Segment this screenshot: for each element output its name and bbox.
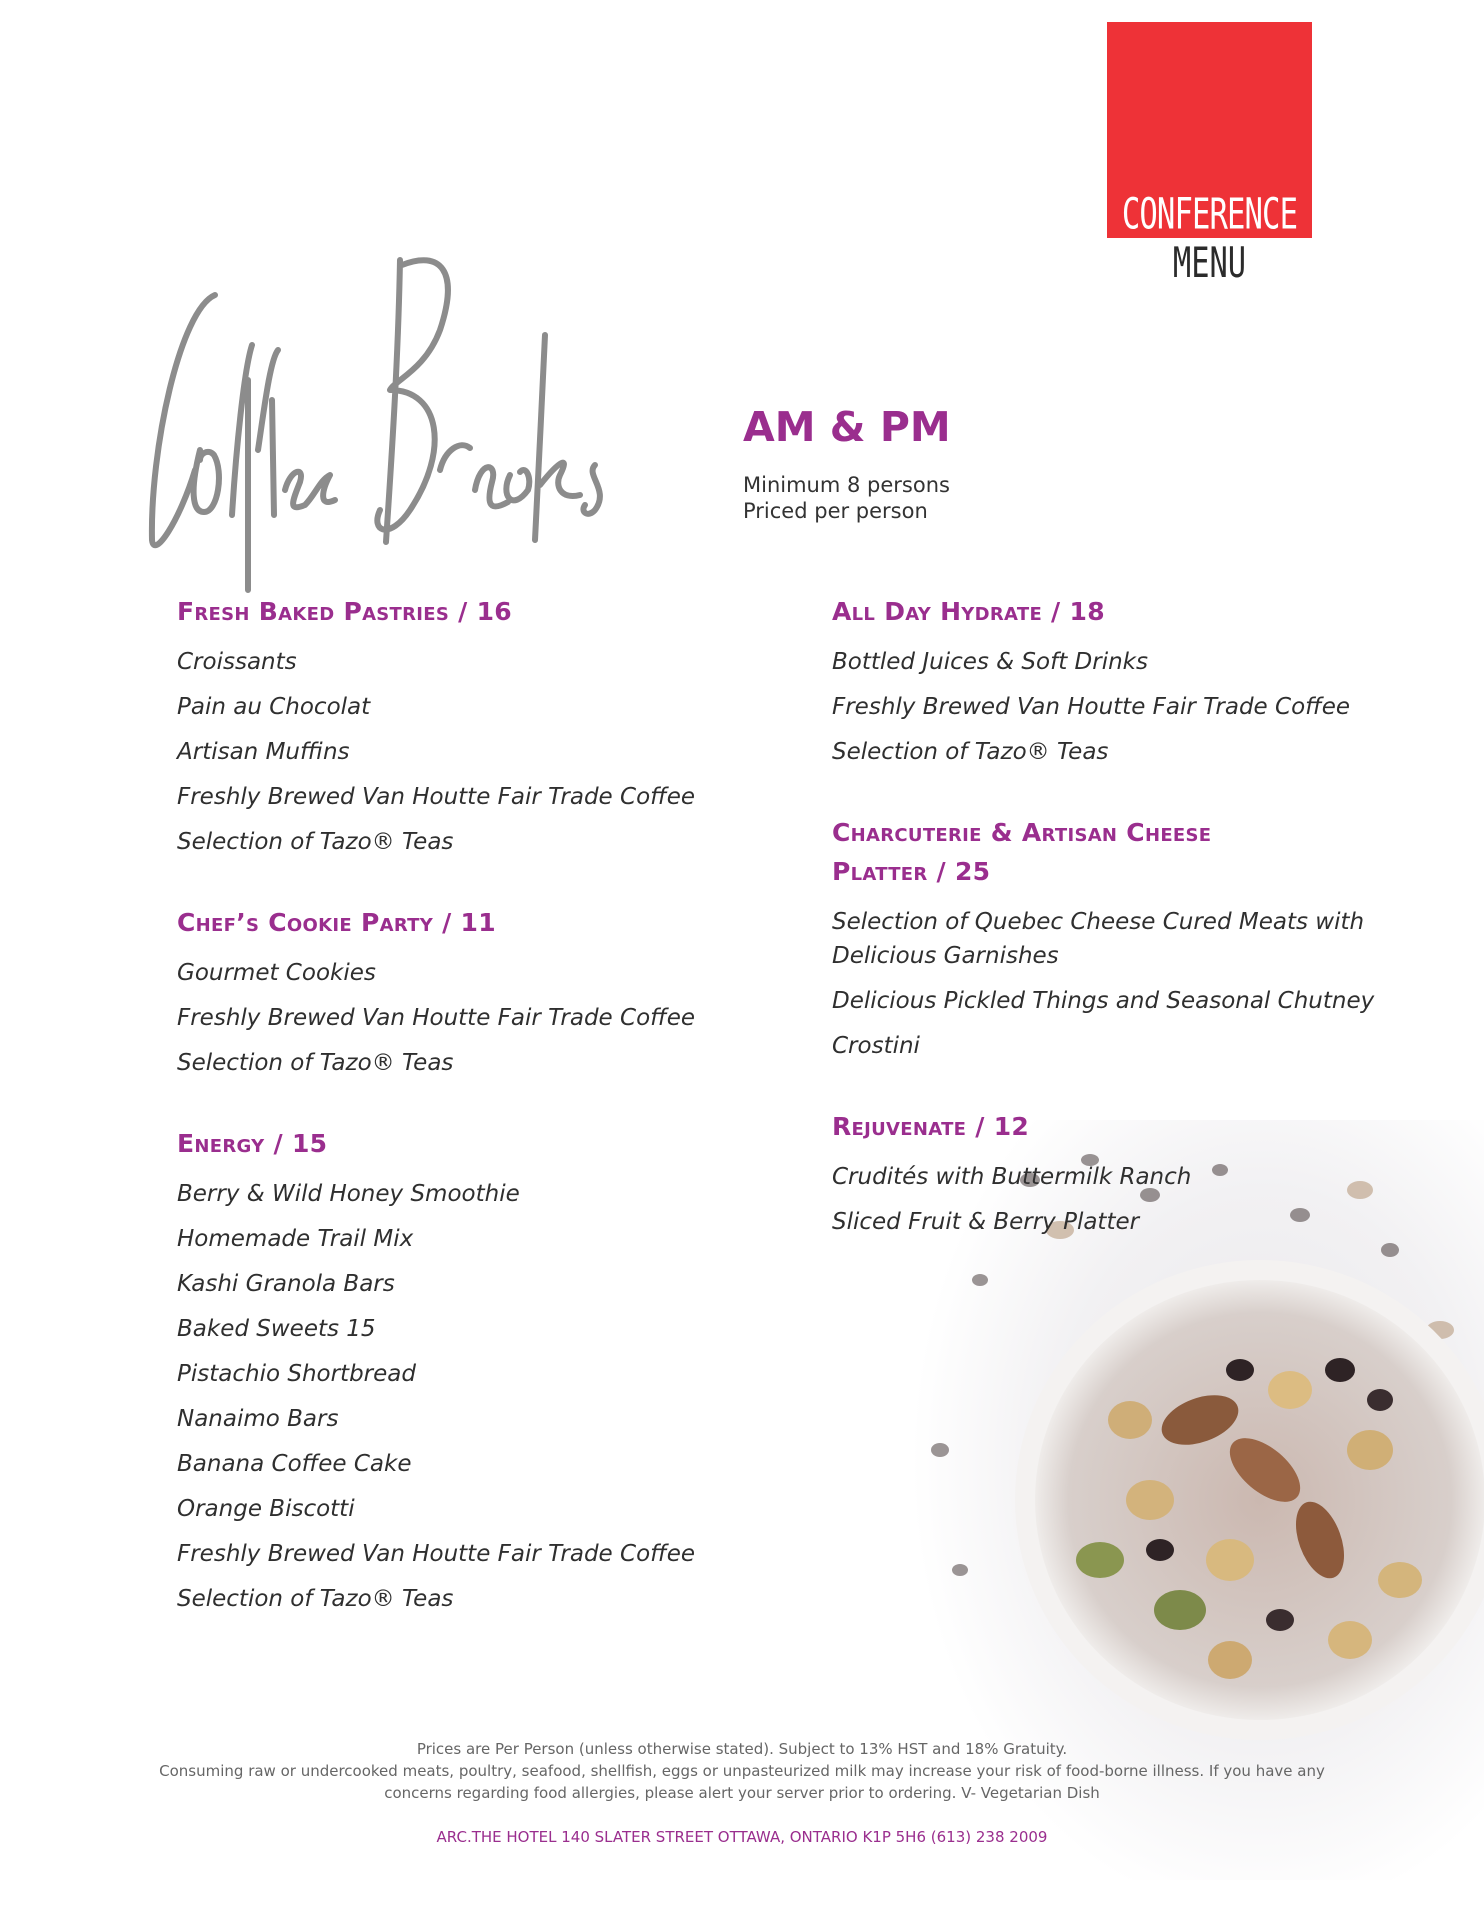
conference-menu-logo (1107, 22, 1312, 288)
menu-item: Orange Biscotti (177, 1496, 355, 1522)
menu-item: Banana Coffee Cake (177, 1451, 412, 1477)
script-lettering (140, 250, 720, 600)
am-pm-block (743, 405, 951, 524)
menu-item: Bottled Juices & Soft Drinks (832, 649, 1148, 675)
menu-item: Pistachio Shortbread (177, 1361, 416, 1387)
section-heading: Charcuterie & Artisan Cheese Platter / 25 (832, 818, 1212, 886)
section-heading: All Day Hydrate / 18 (832, 597, 1105, 626)
logo-line1: CONFERENCE (1121, 189, 1298, 240)
menu-item: Freshly Brewed Van Houtte Fair Trade Coffee (177, 1541, 696, 1567)
right-menu-column (832, 592, 1392, 1283)
chefs-cookie-party-section (177, 903, 777, 1080)
minimum-persons-note (743, 472, 951, 524)
section-heading: Energy / 15 (177, 1129, 328, 1158)
menu-item: Gourmet Cookies (177, 960, 376, 986)
allergy-disclaimer: Consuming raw or undercooked meats, poultry, seafood, shellfish, eggs or unpasteurized milk may increase your risk of food-borne illness. If you have any concerns regarding food allergies, please alert your server prior to ordering. V- Vegetarian Dish (159, 1762, 1325, 1802)
fresh-baked-pastries-section (177, 592, 777, 859)
section-heading: Fresh Baked Pastries / 16 (177, 597, 512, 626)
pricing-note: Prices are Per Person (unless otherwise stated). Subject to 13% HST and 18% Gratuity. (416, 1740, 1068, 1758)
menu-item: Freshly Brewed Van Houtte Fair Trade Coffee (832, 694, 1351, 720)
menu-item: Delicious Pickled Things and Seasonal Chutney (832, 988, 1375, 1014)
menu-item: Croissants (177, 649, 297, 675)
rejuvenate-section (832, 1107, 1392, 1239)
coffee-breaks-script-title (140, 250, 720, 600)
menu-item: Selection of Tazo® Teas (832, 739, 1109, 765)
pricing-footer (150, 1738, 1334, 1804)
menu-item: Freshly Brewed Van Houtte Fair Trade Coffee (177, 1005, 696, 1031)
menu-item: Crostini (832, 1033, 920, 1059)
energy-section (177, 1124, 777, 1616)
menu-item: Selection of Tazo® Teas (177, 1586, 454, 1612)
section-heading: Chef’s Cookie Party / 11 (177, 908, 496, 937)
menu-item: Berry & Wild Honey Smoothie (177, 1181, 520, 1207)
menu-item: Artisan Muffins (177, 739, 350, 765)
menu-item: Nanaimo Bars (177, 1406, 339, 1432)
menu-item: Crudités with Buttermilk Ranch (832, 1164, 1192, 1190)
logo-red-square (1107, 22, 1312, 238)
menu-item: Pain au Chocolat (177, 694, 371, 720)
hotel-address: ARC.THE HOTEL 140 SLATER STREET OTTAWA, ONTARIO K1P 5H6 (613) 238 2009 (436, 1828, 1048, 1846)
minimum-persons-text: Minimum 8 persons (743, 473, 950, 498)
menu-item: Homemade Trail Mix (177, 1226, 414, 1252)
menu-item: Sliced Fruit & Berry Platter (832, 1209, 1140, 1235)
priced-per-person-text: Priced per person (743, 499, 928, 524)
menu-item: Kashi Granola Bars (177, 1271, 395, 1297)
menu-item: Baked Sweets 15 (177, 1316, 376, 1342)
section-heading: Rejuvenate / 12 (832, 1112, 1030, 1141)
all-day-hydrate-section (832, 592, 1392, 769)
left-menu-column (177, 592, 777, 1660)
menu-item: Freshly Brewed Van Houtte Fair Trade Coffee (177, 784, 696, 810)
charcuterie-cheese-section (832, 813, 1392, 1063)
menu-item: Selection of Tazo® Teas (177, 829, 454, 855)
menu-item: Selection of Quebec Cheese Cured Meats with Delicious Garnishes (832, 909, 1365, 969)
am-pm-heading: AM & PM (743, 403, 951, 451)
logo-line2: MENU (1172, 238, 1247, 288)
menu-item: Selection of Tazo® Teas (177, 1050, 454, 1076)
